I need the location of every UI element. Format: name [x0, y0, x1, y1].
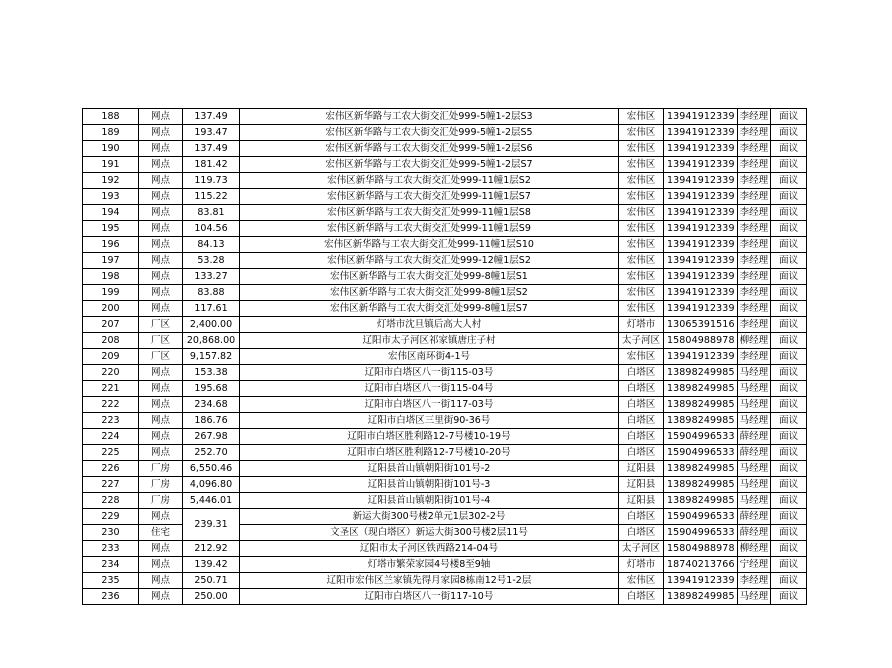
- cell-district: 宏伟区: [619, 221, 664, 237]
- cell-area: 212.92: [183, 541, 240, 557]
- cell-price: 面议: [771, 445, 807, 461]
- cell-address: 灯塔市繁荣家园4号楼8至9轴: [240, 557, 619, 573]
- cell-price: 面议: [771, 157, 807, 173]
- table-row: [83, 301, 807, 317]
- cell-property-type: 网点: [139, 173, 183, 189]
- cell-address: 辽阳市白塔区八一街115-03号: [240, 365, 619, 381]
- cell-area: 9,157.82: [183, 349, 240, 365]
- table-row: [83, 445, 807, 461]
- cell-price: 面议: [771, 221, 807, 237]
- cell-phone: 15904996533: [664, 429, 738, 445]
- table-row: [83, 557, 807, 573]
- cell-address: 灯塔市沈旦镇后高大人村: [240, 317, 619, 333]
- table-row: [83, 237, 807, 253]
- cell-address: 宏伟区新华路与工农大街交汇处999-8幢1层S2: [240, 285, 619, 301]
- cell-address: 宏伟区新华路与工农大街交汇处999-5幢1-2层S3: [240, 109, 619, 125]
- cell-phone: 13941912339: [664, 125, 738, 141]
- cell-row-number: 235: [83, 573, 139, 589]
- cell-area: 5,446.01: [183, 493, 240, 509]
- cell-district: 太子河区: [619, 541, 664, 557]
- table-row: [83, 573, 807, 589]
- cell-phone: 13898249985: [664, 413, 738, 429]
- cell-area: 20,868.00: [183, 333, 240, 349]
- cell-contact: 李经理: [737, 221, 771, 237]
- cell-address: 辽阳县首山镇朝阳街101号-3: [240, 477, 619, 493]
- cell-address: 宏伟区新华路与工农大街交汇处999-5幢1-2层S7: [240, 157, 619, 173]
- cell-property-type: 网点: [139, 237, 183, 253]
- cell-area: 6,550.46: [183, 461, 240, 477]
- cell-phone: 15804988978: [664, 333, 738, 349]
- cell-contact: 李经理: [737, 109, 771, 125]
- cell-row-number: 224: [83, 429, 139, 445]
- table-row: [83, 477, 807, 493]
- cell-contact: 李经理: [737, 141, 771, 157]
- cell-area: 133.27: [183, 269, 240, 285]
- cell-district: 宏伟区: [619, 125, 664, 141]
- cell-price: 面议: [771, 557, 807, 573]
- cell-property-type: 网点: [139, 589, 183, 605]
- listing-table: [82, 108, 807, 605]
- table-row: [83, 493, 807, 509]
- cell-contact: 马经理: [737, 461, 771, 477]
- cell-district: 宏伟区: [619, 157, 664, 173]
- cell-address: 辽阳市白塔区三里街90-36号: [240, 413, 619, 429]
- cell-phone: 13941912339: [664, 253, 738, 269]
- cell-contact: 李经理: [737, 205, 771, 221]
- cell-price: 面议: [771, 317, 807, 333]
- cell-district: 白塔区: [619, 413, 664, 429]
- table-row: [83, 285, 807, 301]
- cell-district: 宏伟区: [619, 109, 664, 125]
- cell-property-type: 厂房: [139, 493, 183, 509]
- cell-price: 面议: [771, 509, 807, 525]
- cell-district: 灯塔市: [619, 557, 664, 573]
- cell-row-number: 209: [83, 349, 139, 365]
- table-row: [83, 397, 807, 413]
- cell-row-number: 223: [83, 413, 139, 429]
- cell-contact: 李经理: [737, 317, 771, 333]
- cell-property-type: 网点: [139, 285, 183, 301]
- cell-district: 白塔区: [619, 429, 664, 445]
- table-row: [83, 317, 807, 333]
- cell-contact: 李经理: [737, 125, 771, 141]
- cell-address: 宏伟区新华路与工农大街交汇处999-5幢1-2层S6: [240, 141, 619, 157]
- cell-property-type: 网点: [139, 557, 183, 573]
- cell-district: 宏伟区: [619, 237, 664, 253]
- cell-property-type: 网点: [139, 189, 183, 205]
- cell-price: 面议: [771, 525, 807, 541]
- cell-address: 辽阳市白塔区胜利路12-7号楼10-20号: [240, 445, 619, 461]
- cell-contact: 薛经理: [737, 445, 771, 461]
- cell-contact: 李经理: [737, 269, 771, 285]
- table-row: [83, 461, 807, 477]
- cell-phone: 13941912339: [664, 173, 738, 189]
- cell-address: 宏伟区新华路与工农大街交汇处999-8幢1层S7: [240, 301, 619, 317]
- cell-row-number: 208: [83, 333, 139, 349]
- cell-row-number: 233: [83, 541, 139, 557]
- table-row: [83, 253, 807, 269]
- cell-row-number: 228: [83, 493, 139, 509]
- cell-phone: 15904996533: [664, 525, 738, 541]
- cell-row-number: 195: [83, 221, 139, 237]
- cell-contact: 李经理: [737, 189, 771, 205]
- cell-property-type: 网点: [139, 445, 183, 461]
- cell-property-type: 网点: [139, 541, 183, 557]
- cell-contact: 薛经理: [737, 509, 771, 525]
- cell-price: 面议: [771, 493, 807, 509]
- cell-area: 137.49: [183, 141, 240, 157]
- cell-phone: 13941912339: [664, 237, 738, 253]
- cell-phone: 18740213766: [664, 557, 738, 573]
- cell-area: 53.28: [183, 253, 240, 269]
- cell-address: 宏伟区南环街4-1号: [240, 349, 619, 365]
- cell-property-type: 网点: [139, 141, 183, 157]
- cell-row-number: 234: [83, 557, 139, 573]
- cell-phone: 13941912339: [664, 301, 738, 317]
- cell-area: 195.68: [183, 381, 240, 397]
- cell-row-number: 236: [83, 589, 139, 605]
- cell-price: 面议: [771, 461, 807, 477]
- cell-area: 252.70: [183, 445, 240, 461]
- cell-price: 面议: [771, 173, 807, 189]
- cell-district: 宏伟区: [619, 285, 664, 301]
- cell-property-type: 网点: [139, 253, 183, 269]
- cell-price: 面议: [771, 381, 807, 397]
- cell-contact: 马经理: [737, 413, 771, 429]
- cell-property-type: 网点: [139, 429, 183, 445]
- cell-phone: 13941912339: [664, 269, 738, 285]
- table-body: [83, 109, 807, 605]
- cell-area: 137.49: [183, 109, 240, 125]
- cell-district: 白塔区: [619, 445, 664, 461]
- cell-price: 面议: [771, 205, 807, 221]
- cell-price: 面议: [771, 109, 807, 125]
- cell-property-type: 网点: [139, 221, 183, 237]
- cell-district: 灯塔市: [619, 317, 664, 333]
- table-row: [83, 365, 807, 381]
- table-row: [83, 141, 807, 157]
- cell-district: 白塔区: [619, 397, 664, 413]
- cell-area: 104.56: [183, 221, 240, 237]
- cell-price: 面议: [771, 429, 807, 445]
- cell-row-number: 191: [83, 157, 139, 173]
- cell-property-type: 网点: [139, 125, 183, 141]
- cell-contact: 马经理: [737, 589, 771, 605]
- cell-phone: 13941912339: [664, 157, 738, 173]
- cell-contact: 李经理: [737, 301, 771, 317]
- cell-area: 239.31: [183, 509, 240, 541]
- cell-phone: 13898249985: [664, 477, 738, 493]
- cell-property-type: 网点: [139, 205, 183, 221]
- cell-contact: 薛经理: [737, 429, 771, 445]
- cell-district: 宏伟区: [619, 189, 664, 205]
- cell-property-type: 网点: [139, 365, 183, 381]
- cell-address: 文圣区（现白塔区）新运大街300号楼2层11号: [240, 525, 619, 541]
- cell-address: 宏伟区新华路与工农大街交汇处999-12幢1层S2: [240, 253, 619, 269]
- cell-phone: 13941912339: [664, 349, 738, 365]
- cell-phone: 13941912339: [664, 573, 738, 589]
- cell-phone: 13898249985: [664, 493, 738, 509]
- cell-address: 辽阳县首山镇朝阳街101号-4: [240, 493, 619, 509]
- table-row: [83, 109, 807, 125]
- cell-district: 辽阳县: [619, 477, 664, 493]
- cell-phone: 15804988978: [664, 541, 738, 557]
- table-row: [83, 189, 807, 205]
- table-row: [83, 589, 807, 605]
- cell-property-type: 厂房: [139, 461, 183, 477]
- table-row: [83, 381, 807, 397]
- cell-contact: 李经理: [737, 573, 771, 589]
- cell-row-number: 190: [83, 141, 139, 157]
- table-row: [83, 173, 807, 189]
- cell-area: 119.73: [183, 173, 240, 189]
- table-row: [83, 413, 807, 429]
- cell-contact: 马经理: [737, 493, 771, 509]
- cell-district: 宏伟区: [619, 573, 664, 589]
- cell-district: 宏伟区: [619, 301, 664, 317]
- cell-address: 辽阳市白塔区八一街115-04号: [240, 381, 619, 397]
- table-row: [83, 541, 807, 557]
- cell-price: 面议: [771, 413, 807, 429]
- cell-district: 宏伟区: [619, 141, 664, 157]
- cell-price: 面议: [771, 285, 807, 301]
- cell-row-number: 225: [83, 445, 139, 461]
- cell-phone: 13941912339: [664, 189, 738, 205]
- cell-district: 白塔区: [619, 525, 664, 541]
- table-row: [83, 269, 807, 285]
- cell-address: 辽阳市白塔区八一街117-03号: [240, 397, 619, 413]
- cell-price: 面议: [771, 189, 807, 205]
- cell-row-number: 197: [83, 253, 139, 269]
- cell-property-type: 网点: [139, 509, 183, 525]
- cell-price: 面议: [771, 365, 807, 381]
- cell-property-type: 网点: [139, 397, 183, 413]
- cell-row-number: 188: [83, 109, 139, 125]
- cell-address: 辽阳市太子河区祁家镇唐庄子村: [240, 333, 619, 349]
- cell-contact: 李经理: [737, 157, 771, 173]
- cell-district: 白塔区: [619, 365, 664, 381]
- cell-row-number: 193: [83, 189, 139, 205]
- cell-row-number: 222: [83, 397, 139, 413]
- cell-area: 250.71: [183, 573, 240, 589]
- cell-phone: 15904996533: [664, 509, 738, 525]
- cell-address: 宏伟区新华路与工农大街交汇处999-8幢1层S1: [240, 269, 619, 285]
- cell-area: 2,400.00: [183, 317, 240, 333]
- cell-phone: 15904996533: [664, 445, 738, 461]
- cell-price: 面议: [771, 301, 807, 317]
- cell-property-type: 住宅: [139, 525, 183, 541]
- cell-contact: 柳经理: [737, 541, 771, 557]
- cell-price: 面议: [771, 269, 807, 285]
- cell-phone: 13898249985: [664, 589, 738, 605]
- table-row: [83, 429, 807, 445]
- cell-property-type: 网点: [139, 301, 183, 317]
- cell-area: 115.22: [183, 189, 240, 205]
- cell-district: 宏伟区: [619, 205, 664, 221]
- cell-address: 辽阳市白塔区八一街117-10号: [240, 589, 619, 605]
- cell-row-number: 221: [83, 381, 139, 397]
- cell-price: 面议: [771, 573, 807, 589]
- cell-price: 面议: [771, 125, 807, 141]
- table-row: [83, 157, 807, 173]
- cell-area: 84.13: [183, 237, 240, 253]
- cell-address: 辽阳县首山镇朝阳街101号-2: [240, 461, 619, 477]
- cell-property-type: 厂区: [139, 333, 183, 349]
- cell-area: 4,096.80: [183, 477, 240, 493]
- cell-row-number: 194: [83, 205, 139, 221]
- cell-phone: 13941912339: [664, 109, 738, 125]
- cell-contact: 宁经理: [737, 557, 771, 573]
- cell-district: 宏伟区: [619, 253, 664, 269]
- cell-row-number: 189: [83, 125, 139, 141]
- cell-property-type: 网点: [139, 573, 183, 589]
- cell-district: 辽阳县: [619, 493, 664, 509]
- cell-phone: 13941912339: [664, 285, 738, 301]
- cell-property-type: 厂区: [139, 349, 183, 365]
- table-row: [83, 349, 807, 365]
- cell-area: 83.81: [183, 205, 240, 221]
- cell-row-number: 220: [83, 365, 139, 381]
- cell-address: 辽阳市白塔区胜利路12-7号楼10-19号: [240, 429, 619, 445]
- cell-address: 辽阳市宏伟区兰家镇先得月家园8栋南12号1-2层: [240, 573, 619, 589]
- cell-property-type: 厂房: [139, 477, 183, 493]
- cell-contact: 李经理: [737, 173, 771, 189]
- cell-contact: 李经理: [737, 285, 771, 301]
- cell-phone: 13898249985: [664, 365, 738, 381]
- cell-area: 193.47: [183, 125, 240, 141]
- cell-contact: 马经理: [737, 365, 771, 381]
- cell-district: 太子河区: [619, 333, 664, 349]
- cell-property-type: 网点: [139, 109, 183, 125]
- cell-address: 新运大街300号楼2单元1层302-2号: [240, 509, 619, 525]
- cell-area: 139.42: [183, 557, 240, 573]
- cell-area: 83.88: [183, 285, 240, 301]
- cell-row-number: 229: [83, 509, 139, 525]
- cell-area: 186.76: [183, 413, 240, 429]
- cell-price: 面议: [771, 349, 807, 365]
- cell-row-number: 230: [83, 525, 139, 541]
- cell-property-type: 网点: [139, 157, 183, 173]
- cell-contact: 薛经理: [737, 525, 771, 541]
- cell-phone: 13065391516: [664, 317, 738, 333]
- cell-district: 宏伟区: [619, 269, 664, 285]
- cell-contact: 柳经理: [737, 333, 771, 349]
- cell-district: 辽阳县: [619, 461, 664, 477]
- table-row: [83, 333, 807, 349]
- cell-area: 267.98: [183, 429, 240, 445]
- cell-row-number: 199: [83, 285, 139, 301]
- cell-row-number: 226: [83, 461, 139, 477]
- cell-price: 面议: [771, 477, 807, 493]
- cell-phone: 13898249985: [664, 381, 738, 397]
- cell-contact: 李经理: [737, 253, 771, 269]
- cell-phone: 13898249985: [664, 461, 738, 477]
- cell-price: 面议: [771, 141, 807, 157]
- cell-row-number: 207: [83, 317, 139, 333]
- cell-phone: 13941912339: [664, 141, 738, 157]
- table-row: [83, 205, 807, 221]
- cell-area: 117.61: [183, 301, 240, 317]
- cell-area: 234.68: [183, 397, 240, 413]
- cell-contact: 马经理: [737, 397, 771, 413]
- cell-phone: 13898249985: [664, 397, 738, 413]
- cell-area: 181.42: [183, 157, 240, 173]
- cell-address: 宏伟区新华路与工农大街交汇处999-11幢1层S8: [240, 205, 619, 221]
- cell-row-number: 198: [83, 269, 139, 285]
- cell-price: 面议: [771, 253, 807, 269]
- cell-district: 白塔区: [619, 589, 664, 605]
- cell-property-type: 厂区: [139, 317, 183, 333]
- cell-address: 宏伟区新华路与工农大街交汇处999-5幢1-2层S5: [240, 125, 619, 141]
- cell-price: 面议: [771, 541, 807, 557]
- cell-price: 面议: [771, 237, 807, 253]
- cell-contact: 马经理: [737, 477, 771, 493]
- cell-price: 面议: [771, 397, 807, 413]
- table-row: [83, 221, 807, 237]
- cell-contact: 李经理: [737, 349, 771, 365]
- table-row: [83, 125, 807, 141]
- cell-property-type: 网点: [139, 413, 183, 429]
- cell-address: 宏伟区新华路与工农大街交汇处999-11幢1层S9: [240, 221, 619, 237]
- cell-address: 宏伟区新华路与工农大街交汇处999-11幢1层S2: [240, 173, 619, 189]
- cell-district: 宏伟区: [619, 349, 664, 365]
- cell-district: 白塔区: [619, 509, 664, 525]
- cell-phone: 13941912339: [664, 221, 738, 237]
- cell-property-type: 网点: [139, 269, 183, 285]
- cell-district: 宏伟区: [619, 173, 664, 189]
- cell-contact: 李经理: [737, 237, 771, 253]
- cell-price: 面议: [771, 333, 807, 349]
- cell-row-number: 200: [83, 301, 139, 317]
- cell-price: 面议: [771, 589, 807, 605]
- cell-row-number: 227: [83, 477, 139, 493]
- cell-address: 辽阳市太子河区铁西路214-04号: [240, 541, 619, 557]
- cell-row-number: 196: [83, 237, 139, 253]
- cell-contact: 马经理: [737, 381, 771, 397]
- cell-area: 250.00: [183, 589, 240, 605]
- cell-address: 宏伟区新华路与工农大街交汇处999-11幢1层S7: [240, 189, 619, 205]
- cell-row-number: 192: [83, 173, 139, 189]
- cell-area: 153.38: [183, 365, 240, 381]
- cell-property-type: 网点: [139, 381, 183, 397]
- cell-phone: 13941912339: [664, 205, 738, 221]
- table-row: [83, 509, 807, 525]
- cell-district: 白塔区: [619, 381, 664, 397]
- cell-address: 宏伟区新华路与工农大街交汇处999-11幢1层S10: [240, 237, 619, 253]
